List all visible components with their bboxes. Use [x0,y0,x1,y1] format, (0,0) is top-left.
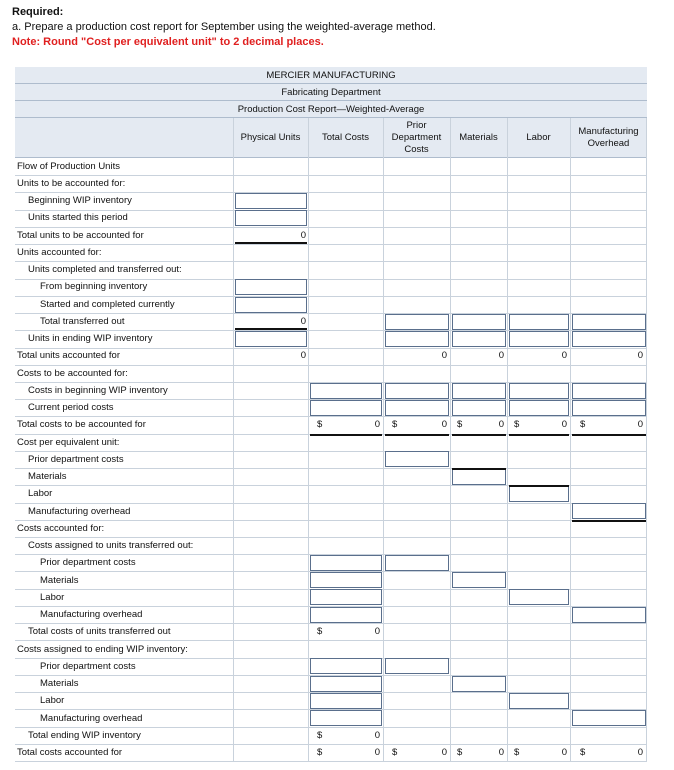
value-accounted-overhead: 0 [637,747,643,758]
input-current-materials[interactable] [452,400,506,416]
row-label: Labor [40,695,65,706]
row-label: Units to be accounted for: [17,178,126,189]
currency-symbol: $ [457,747,463,758]
value-total-costs-overhead: 0 [637,419,643,430]
row-label: Units completed and transferred out: [28,264,182,275]
input-transferred-overhead-amount[interactable] [572,607,646,623]
grid-vline [646,118,647,761]
value-eu-labor: 0 [561,350,567,361]
row-label: Units accounted for: [17,247,102,258]
row-label: Materials [28,471,67,482]
grid-vline [308,118,309,761]
value-eu-overhead: 0 [637,350,643,361]
currency-symbol: $ [317,730,323,741]
row-label: Total transferred out [40,316,125,327]
row-label: Materials [40,575,79,586]
grid-vline [450,118,451,761]
value-total-units-to-account: 0 [300,230,306,241]
value-eu-prior: 0 [441,350,447,361]
input-eu-ending-materials[interactable] [452,331,506,347]
grid-vline [507,118,508,761]
row-label: Prior department costs [40,661,136,672]
currency-symbol: $ [457,419,463,430]
grid-row-line [15,503,647,504]
input-ending-overhead-total[interactable] [310,710,382,726]
grid-row-line [15,296,647,297]
input-eu-transferred-labor[interactable] [509,314,569,330]
row-label: Labor [28,488,53,499]
instructions [12,5,436,50]
input-eu-transferred-prior[interactable] [385,314,449,330]
total-rule [235,328,307,330]
currency-symbol: $ [317,747,323,758]
input-beginning-wip-materials[interactable] [452,383,506,399]
input-ending-materials-total[interactable] [310,676,382,692]
col-materials: Materials [459,132,498,143]
value-accounted-labor: 0 [561,747,567,758]
input-ending-prior-total[interactable] [310,658,382,674]
value-total-costs-prior: 0 [441,419,447,430]
input-transferred-prior-amount[interactable] [385,555,449,571]
input-units-started[interactable] [235,210,307,226]
row-label: Manufacturing overhead [28,506,131,517]
currency-symbol: $ [317,626,323,637]
currency-symbol: $ [392,419,398,430]
row-label: Labor [40,592,65,603]
company-name: MERCIER MANUFACTURING [266,70,396,81]
input-eu-ending-overhead[interactable] [572,331,646,347]
row-label: Manufacturing overhead [40,609,143,620]
grid-row-line [15,192,647,193]
currency-symbol: $ [580,747,586,758]
grid-row-line [15,244,647,245]
col-manufacturing-overhead: Manufacturing Overhead [578,126,639,149]
grid-row-line [15,744,647,745]
currency-symbol: $ [514,747,520,758]
total-rule [572,520,646,522]
grid-row-line [15,365,647,366]
row-label: Cost per equivalent unit: [17,437,120,448]
grid-row-line [15,261,647,262]
total-rule [452,468,506,470]
row-label: Manufacturing overhead [40,713,143,724]
currency-symbol: $ [317,419,323,430]
grid-vline [570,118,571,761]
grid-row-line [15,623,647,624]
input-transferred-materials-amount[interactable] [452,572,506,588]
col-labor: Labor [526,132,551,143]
input-eu-ending-labor[interactable] [509,331,569,347]
col-physical-units: Physical Units [240,132,301,143]
grid-row-line [15,761,647,762]
input-eu-ending-prior[interactable] [385,331,449,347]
grid-row-line [15,416,647,417]
input-transferred-labor-total[interactable] [310,589,382,605]
row-label: Total units accounted for [17,350,120,361]
grid-row-line [15,451,647,452]
total-rule [572,434,646,436]
input-transferred-prior-total[interactable] [310,555,382,571]
input-beginning-wip-labor[interactable] [509,383,569,399]
grid-row-line [15,640,647,641]
input-beginning-wip-units[interactable] [235,193,307,209]
input-eu-transferred-overhead[interactable] [572,314,646,330]
currency-symbol: $ [514,419,520,430]
row-label: Flow of Production Units [17,161,120,172]
total-rule [385,434,449,436]
input-cpeu-materials[interactable] [452,469,506,485]
row-label: Costs to be accounted for: [17,368,128,379]
grid-vline [233,118,234,761]
value-total-costs-labor: 0 [561,419,567,430]
input-started-completed-units[interactable] [235,297,307,313]
row-label: Total costs to be accounted for [17,419,146,430]
total-rule [509,485,569,487]
row-label: Total costs accounted for [17,747,123,758]
grid-row-line [15,175,647,176]
input-beginning-wip-total-costs[interactable] [310,383,382,399]
input-beginning-wip-overhead[interactable] [572,383,646,399]
input-cpeu-prior[interactable] [385,451,449,467]
row-label: From beginning inventory [40,281,148,292]
total-rule [452,434,506,436]
input-ending-materials-amount[interactable] [452,676,506,692]
grid-row-line [15,468,647,469]
row-label: Costs accounted for: [17,523,105,534]
grid-row-line [15,348,647,349]
required-heading: Required: [12,6,64,18]
row-label: Costs assigned to units transferred out: [28,540,194,551]
grid-row-line [15,537,647,538]
value-accounted-prior: 0 [441,747,447,758]
currency-symbol: $ [392,747,398,758]
value-total-units-accounted: 0 [300,350,306,361]
grid-vline [383,118,384,761]
input-current-overhead[interactable] [572,400,646,416]
col-total-costs: Total Costs [322,132,369,143]
input-transferred-overhead-total[interactable] [310,607,382,623]
value-transferred-out-total: 0 [374,626,380,637]
value-total-transferred-out: 0 [300,316,306,327]
report-title: Production Cost Report—Weighted-Average [237,104,425,115]
row-label: Beginning WIP inventory [28,195,132,206]
value-accounted-materials: 0 [498,747,504,758]
row-label: Prior department costs [40,557,136,568]
row-label: Costs in beginning WIP inventory [28,385,168,396]
value-total-costs-tc: 0 [374,419,380,430]
col-prior-department-costs: Prior Department Costs [391,120,442,155]
total-rule [235,242,307,244]
production-cost-report [15,67,647,761]
grid-row-line [15,227,647,228]
row-label: Units started this period [28,212,128,223]
total-rule [509,434,569,436]
input-current-labor[interactable] [509,400,569,416]
part-a-instruction: a. Prepare a production cost report for September using the weighted-average method. [12,21,436,33]
input-eu-transferred-materials[interactable] [452,314,506,330]
row-label: Started and completed currently [40,299,175,310]
input-ending-overhead-amount[interactable] [572,710,646,726]
value-ending-wip-total: 0 [374,730,380,741]
input-ending-wip-units[interactable] [235,331,307,347]
value-accounted-tc: 0 [374,747,380,758]
grid-row-line [15,279,647,280]
input-current-prior[interactable] [385,400,449,416]
grid-row-line [15,520,647,521]
input-cpeu-labor[interactable] [509,486,569,502]
total-rule [310,434,382,436]
input-cpeu-overhead[interactable] [572,503,646,519]
row-label: Prior department costs [28,454,124,465]
grid-row-line [15,727,647,728]
input-ending-prior-amount[interactable] [385,658,449,674]
row-label: Total costs of units transferred out [28,626,171,637]
row-label: Total ending WIP inventory [28,730,141,741]
input-transferred-labor-amount[interactable] [509,589,569,605]
row-label: Materials [40,678,79,689]
value-eu-materials: 0 [498,350,504,361]
input-ending-labor-amount[interactable] [509,693,569,709]
row-label: Units in ending WIP inventory [28,333,153,344]
value-total-costs-materials: 0 [498,419,504,430]
input-from-beginning-inventory-units[interactable] [235,279,307,295]
row-label: Costs assigned to ending WIP inventory: [17,644,188,655]
row-label: Current period costs [28,402,114,413]
input-current-total-costs[interactable] [310,400,382,416]
grid-row-line [15,210,647,211]
currency-symbol: $ [580,419,586,430]
input-transferred-materials-total[interactable] [310,572,382,588]
department-name: Fabricating Department [281,87,381,98]
row-label: Total units to be accounted for [17,230,144,241]
input-ending-labor-total[interactable] [310,693,382,709]
input-beginning-wip-prior[interactable] [385,383,449,399]
rounding-note: Note: Round "Cost per equivalent unit" to 2 decimal places. [12,36,324,48]
